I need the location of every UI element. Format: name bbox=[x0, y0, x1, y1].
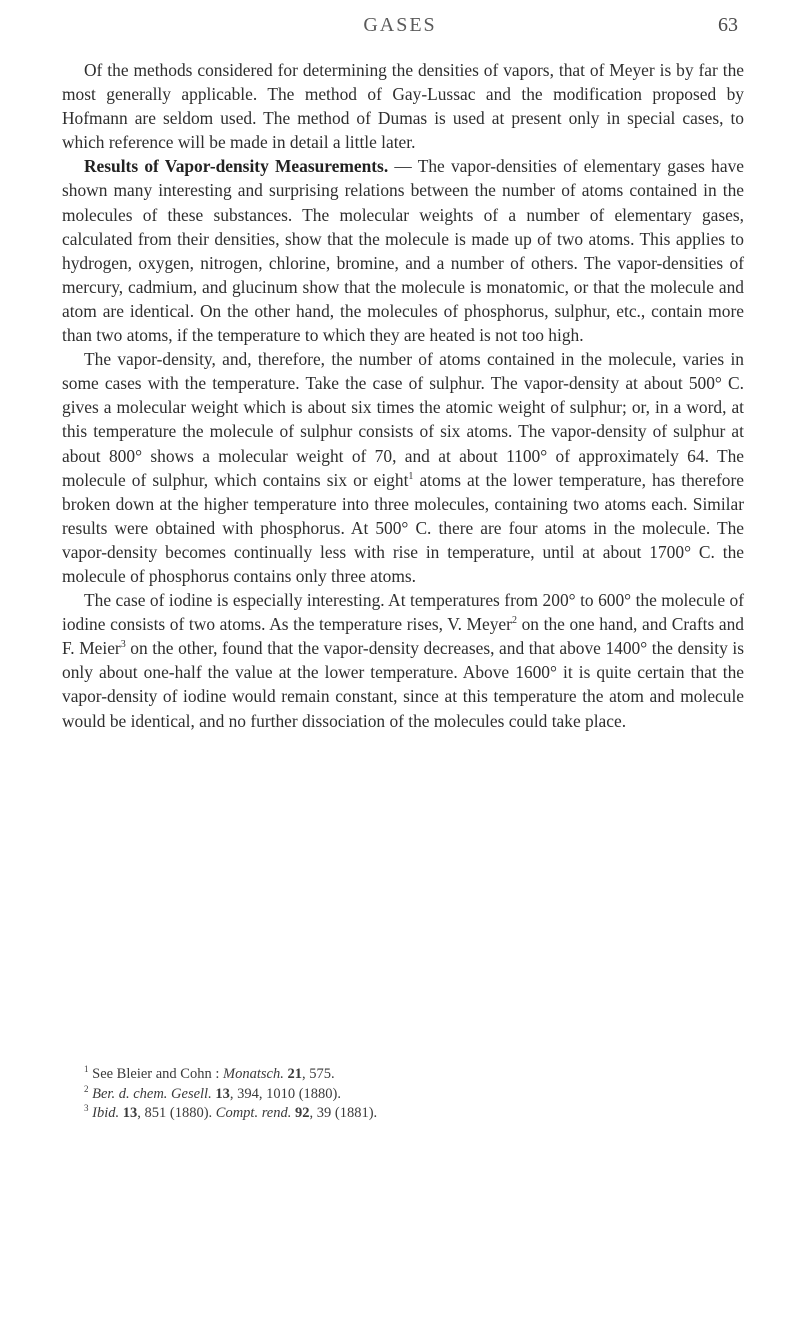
body-text bbox=[62, 58, 744, 733]
paragraph-3 bbox=[62, 347, 744, 588]
footnote-mark: 3 bbox=[84, 1103, 89, 1114]
paragraph-3-text-b: atoms at the lower temperature, has therefore broken down at the higher temperature into three molecules, containing two atoms each. Similar results were obtained with phosphorus. At 500° C. there are four atoms in the molecule. The vapor-density becomes continually less with rise in temperature, until at about 1700° C. the molecule of phosphorus contains only three atoms. bbox=[62, 469, 744, 586]
paragraph-4-text-c: on the other, found that the vapor-density decreases, and that above 1400° the density is only about one-half the value at the lower temperature. Above 1600° it is quite certain that the vapor-density of iodine would remain constant, since at this temperature the atom and molecule would be identical, and no further dissociation of the molecules could take place. bbox=[62, 638, 744, 731]
journal-title: Ber. d. chem. Gesell. bbox=[92, 1085, 212, 1102]
footnote-mark: 1 bbox=[84, 1064, 89, 1075]
footnote-ref-3[interactable]: 3 bbox=[120, 639, 126, 651]
page-number: 63 bbox=[718, 14, 738, 36]
paragraph-2 bbox=[62, 154, 744, 347]
footnote-2 bbox=[84, 1085, 744, 1105]
footnote-ref-1[interactable]: 1 bbox=[408, 470, 414, 482]
footnote-text: See Bleier and Cohn : bbox=[92, 1066, 224, 1082]
journal-title: Monatsch. bbox=[223, 1066, 284, 1082]
paragraph-3-text-a: The vapor-density, and, therefore, the number of atoms contained in the molecule, varies in some cases with the temperature. Take the case of sulphur. The vapor-density at about 500° C. gives a molecular weight which is about six times the atomic weight of sulphur; or, in a word, at this temperature the molecule of sulphur consists of six atoms. The vapor-density of sulphur at about 800° shows a molecular weight of 70, and at about 1100° of approximately 64. The molecule of sulphur, which contains six or eight bbox=[62, 349, 744, 490]
paragraph-2-text: — The vapor-densities of elementary gases have shown many interesting and surprising relations between the number of atoms contained in the molecules of these substances. The molecular weights of a number of elementary gases, calculated from their densities, show that the molecule is made up of two atoms. This applies to hydrogen, oxygen, nitrogen, chlorine, bromine, and a number of others. The vapor-densities of mercury, cadmium, and glucinum show that the molecule is monatomic, or that the molecule and atom are identical. On the other hand, the molecules of phosphorus, sulphur, etc., contain more than two atoms, if the temperature to which they are heated is not too high. bbox=[62, 156, 744, 346]
paragraph-1 bbox=[62, 58, 744, 154]
volume-number: 21 bbox=[283, 1066, 302, 1082]
footnote-pages-2: , 39 (1881). bbox=[309, 1105, 378, 1121]
journal-title: Ibid. bbox=[92, 1105, 120, 1121]
paragraph-4-text-b: on the one hand, and Crafts and F. Meier bbox=[62, 614, 744, 659]
footnote-pages: , 851 (1880). bbox=[137, 1105, 216, 1121]
volume-number: 13 bbox=[211, 1085, 230, 1102]
footnote-pages: , 394, 1010 (1880). bbox=[229, 1085, 342, 1102]
journal-title-2: Compt. rend. bbox=[215, 1105, 292, 1121]
footnote-1 bbox=[84, 1065, 744, 1085]
footnote-pages: , 575. bbox=[301, 1066, 335, 1082]
page-header bbox=[0, 6, 800, 46]
footnote-ref-2[interactable]: 2 bbox=[511, 615, 517, 627]
volume-number: 13 bbox=[119, 1105, 138, 1121]
paragraph-4-text-a: The case of iodine is especially interesting. At temperatures from 200° to 600° the molecule of iodine consists of two atoms. As the temperature rises, V. Meyer bbox=[62, 590, 744, 635]
footnote-3 bbox=[84, 1104, 744, 1124]
footnotes bbox=[84, 1065, 744, 1124]
paragraph-4 bbox=[62, 588, 744, 733]
running-head: GASES bbox=[363, 14, 437, 36]
volume-number-2: 92 bbox=[291, 1105, 310, 1121]
footnote-mark: 2 bbox=[84, 1083, 89, 1094]
paragraph-1-text: Of the methods considered for determining the densities of vapors, that of Meyer is by far the most generally applicable. The method of Gay-Lussac and the modification proposed by Hofmann are seldom used. The method of Dumas is used at present only in special cases, to which reference will be made in detail a little later. bbox=[62, 60, 744, 153]
section-heading: Results of Vapor-density Measurements. bbox=[84, 156, 389, 177]
